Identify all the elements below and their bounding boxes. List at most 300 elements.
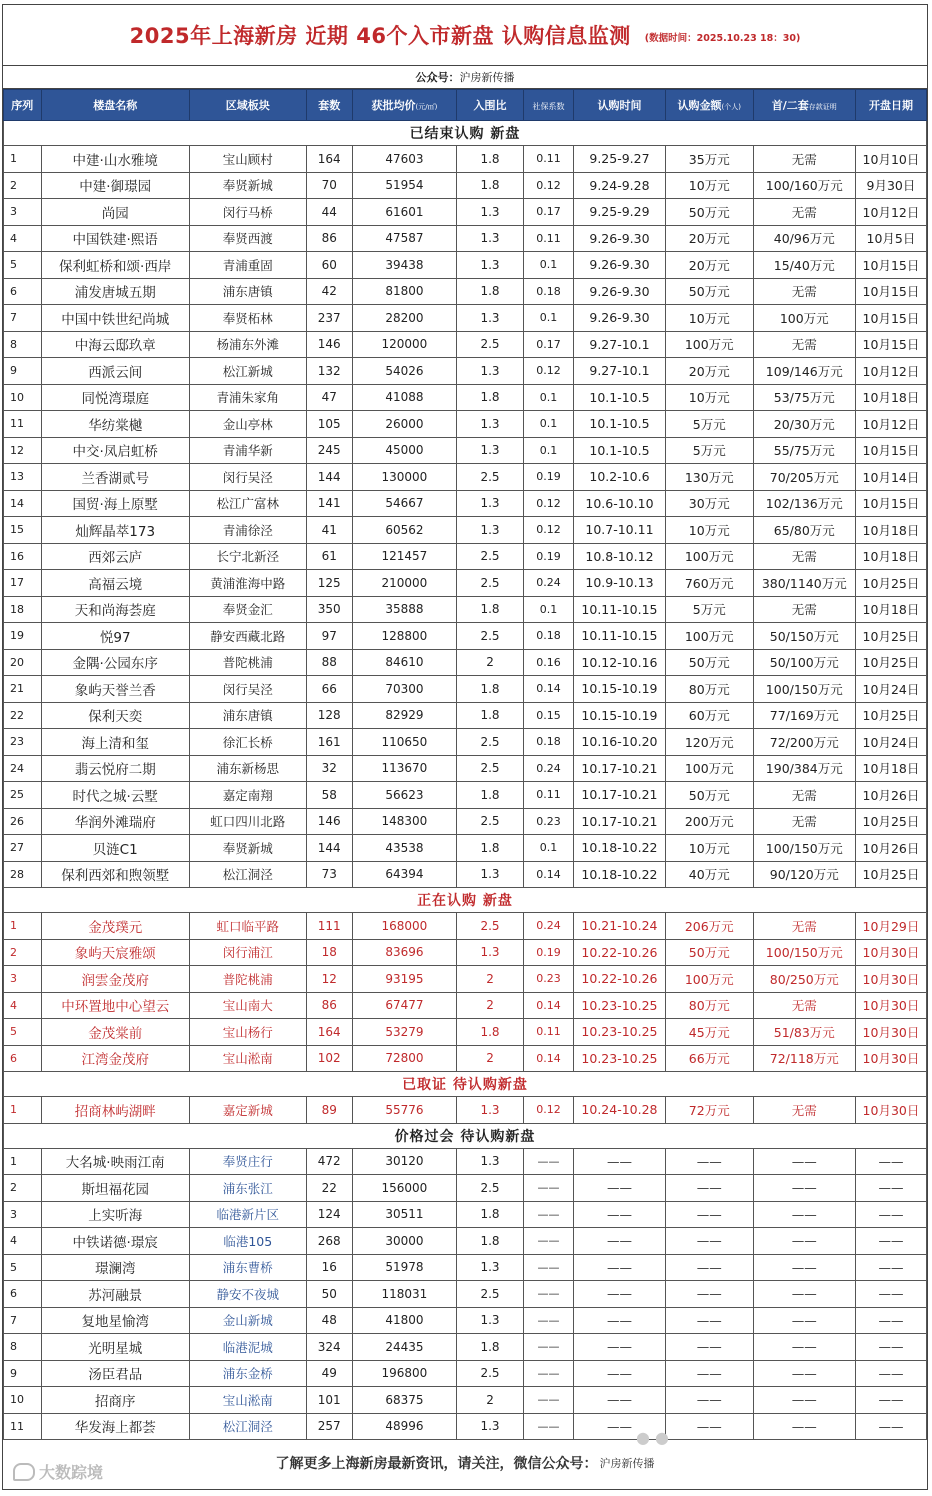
cell-seq: 19 <box>4 623 42 650</box>
cell-units: 161 <box>306 729 352 756</box>
cell-name: 华润外滩瑞府 <box>41 808 189 835</box>
cell-time: 10.2-10.6 <box>574 464 666 491</box>
cell-deposit: 无需 <box>753 596 855 623</box>
cell-price: 51978 <box>352 1254 456 1281</box>
cell-open: 10月30日 <box>855 992 926 1019</box>
table-row <box>4 992 927 1019</box>
cell-ratio: 1.3 <box>457 1254 524 1281</box>
cell-amount: 10万元 <box>665 172 753 199</box>
cell-units: 472 <box>306 1148 352 1175</box>
cell-units: 141 <box>306 490 352 517</box>
cell-time: 10.6-10.10 <box>574 490 666 517</box>
cell-ss: 0.12 <box>523 517 573 544</box>
cell-units: 125 <box>306 570 352 597</box>
decorative-dots: ● ● <box>635 1428 669 1447</box>
cell-seq: 17 <box>4 570 42 597</box>
cell-name: 中建·御璟园 <box>41 172 189 199</box>
cell-time: 10.22-10.26 <box>574 939 666 966</box>
cell-amount: —— <box>665 1148 753 1175</box>
cell-units: 237 <box>306 305 352 332</box>
cell-area: 普陀桃浦 <box>189 966 306 993</box>
cell-units: 41 <box>306 517 352 544</box>
table-row <box>4 1148 927 1175</box>
cell-amount: 10万元 <box>665 384 753 411</box>
col-header-amount <box>665 90 753 121</box>
cell-seq: 20 <box>4 649 42 676</box>
cell-ss: 0.11 <box>523 146 573 173</box>
cell-amount: 100万元 <box>665 623 753 650</box>
cell-ss: 0.23 <box>523 808 573 835</box>
table-row <box>4 1097 927 1124</box>
cell-ss: 0.15 <box>523 702 573 729</box>
table-row <box>4 596 927 623</box>
cell-ratio: 1.3 <box>457 305 524 332</box>
cell-open: —— <box>855 1175 926 1202</box>
cell-amount: 72万元 <box>665 1097 753 1124</box>
cell-price: 120000 <box>352 331 456 358</box>
cell-open: 10月15日 <box>855 252 926 279</box>
cell-price: 84610 <box>352 649 456 676</box>
cell-area: 宝山顾村 <box>189 146 306 173</box>
cell-deposit: 51/83万元 <box>753 1019 855 1046</box>
cell-ratio: 2 <box>457 1387 524 1414</box>
cell-units: 164 <box>306 1019 352 1046</box>
cell-time: 9.26-9.30 <box>574 305 666 332</box>
cell-price: 30120 <box>352 1148 456 1175</box>
cell-seq: 2 <box>4 1175 42 1202</box>
cell-deposit: 53/75万元 <box>753 384 855 411</box>
section-title: 价格过会 待认购新盘 <box>4 1123 927 1148</box>
cell-deposit: 无需 <box>753 331 855 358</box>
cell-ss: 0.17 <box>523 331 573 358</box>
cell-units: 12 <box>306 966 352 993</box>
table-row <box>4 172 927 199</box>
table-row <box>4 1201 927 1228</box>
cell-open: 10月26日 <box>855 782 926 809</box>
cell-open: —— <box>855 1307 926 1334</box>
table-row <box>4 835 927 862</box>
cell-area: 浦东唐镇 <box>189 702 306 729</box>
cell-open: 10月25日 <box>855 808 926 835</box>
speech-bubble-icon <box>13 1463 35 1481</box>
cell-open: 10月12日 <box>855 358 926 385</box>
cell-open: 10月15日 <box>855 437 926 464</box>
cell-ratio: 1.8 <box>457 1201 524 1228</box>
cell-units: 16 <box>306 1254 352 1281</box>
cell-ratio: 2.5 <box>457 1360 524 1387</box>
cell-amount: 40万元 <box>665 861 753 888</box>
cell-units: 132 <box>306 358 352 385</box>
cell-open: 10月18日 <box>855 384 926 411</box>
table-row <box>4 1254 927 1281</box>
cell-units: 18 <box>306 939 352 966</box>
cell-ss: 0.18 <box>523 729 573 756</box>
table-row <box>4 1175 927 1202</box>
cell-units: 144 <box>306 835 352 862</box>
cell-deposit: 无需 <box>753 808 855 835</box>
cell-time: —— <box>574 1281 666 1308</box>
cell-deposit: 无需 <box>753 782 855 809</box>
cell-time: —— <box>574 1334 666 1361</box>
cell-price: 83696 <box>352 939 456 966</box>
cell-ratio: 2.5 <box>457 331 524 358</box>
cell-ss: 0.12 <box>523 358 573 385</box>
footer <box>3 1437 927 1489</box>
cell-name: 浦发唐城五期 <box>41 278 189 305</box>
cell-time: 10.23-10.25 <box>574 1045 666 1072</box>
cell-name: 金隅·公园东序 <box>41 649 189 676</box>
cell-name: 兰香湖贰号 <box>41 464 189 491</box>
cell-amount: —— <box>665 1387 753 1414</box>
cell-open: 10月25日 <box>855 570 926 597</box>
footer-text: 了解更多上海新房最新资讯，请关注，微信公众号： <box>275 1456 598 1472</box>
cell-units: 350 <box>306 596 352 623</box>
cell-ratio: 1.3 <box>457 1413 524 1440</box>
cell-time: 10.7-10.11 <box>574 517 666 544</box>
cell-deposit: 77/169万元 <box>753 702 855 729</box>
cell-price: 68375 <box>352 1387 456 1414</box>
cell-units: 268 <box>306 1228 352 1255</box>
cell-deposit: 70/205万元 <box>753 464 855 491</box>
table-row <box>4 384 927 411</box>
cell-units: 42 <box>306 278 352 305</box>
cell-area: 青浦徐泾 <box>189 517 306 544</box>
cell-name: 复地星愉湾 <box>41 1307 189 1334</box>
cell-amount: —— <box>665 1413 753 1440</box>
cell-seq: 7 <box>4 1307 42 1334</box>
table-row <box>4 252 927 279</box>
col-header-area: 区域板块 <box>189 90 306 121</box>
cell-units: 61 <box>306 543 352 570</box>
cell-seq: 3 <box>4 966 42 993</box>
cell-open: 10月26日 <box>855 835 926 862</box>
cell-ss: 0.1 <box>523 305 573 332</box>
cell-units: 22 <box>306 1175 352 1202</box>
cell-ss: —— <box>523 1254 573 1281</box>
cell-deposit: —— <box>753 1334 855 1361</box>
cell-deposit: —— <box>753 1254 855 1281</box>
table-row <box>4 729 927 756</box>
cell-seq: 15 <box>4 517 42 544</box>
cell-units: 32 <box>306 755 352 782</box>
col-header-name: 楼盘名称 <box>41 90 189 121</box>
cell-area: 松江新城 <box>189 358 306 385</box>
cell-amount: 760万元 <box>665 570 753 597</box>
cell-area: 虹口四川北路 <box>189 808 306 835</box>
cell-price: 43538 <box>352 835 456 862</box>
cell-name: 象屿天誉兰香 <box>41 676 189 703</box>
cell-deposit: 50/150万元 <box>753 623 855 650</box>
cell-ratio: 1.3 <box>457 1307 524 1334</box>
cell-ratio: 1.3 <box>457 437 524 464</box>
cell-time: 10.16-10.20 <box>574 729 666 756</box>
cell-amount: 20万元 <box>665 358 753 385</box>
cell-seq: 7 <box>4 305 42 332</box>
cell-ss: —— <box>523 1413 573 1440</box>
cell-amount: —— <box>665 1175 753 1202</box>
cell-time: 9.26-9.30 <box>574 225 666 252</box>
cell-open: 10月30日 <box>855 1097 926 1124</box>
cell-name: 国贸·海上原墅 <box>41 490 189 517</box>
cell-area: 黄浦淮海中路 <box>189 570 306 597</box>
cell-time: 10.12-10.16 <box>574 649 666 676</box>
table-row <box>4 570 927 597</box>
cell-area: 闵行马桥 <box>189 199 306 226</box>
cell-units: 101 <box>306 1387 352 1414</box>
cell-ss: 0.14 <box>523 992 573 1019</box>
cell-deposit: —— <box>753 1360 855 1387</box>
table-body <box>4 121 927 1440</box>
cell-time: 10.18-10.22 <box>574 861 666 888</box>
cell-price: 81800 <box>352 278 456 305</box>
cell-ss: —— <box>523 1175 573 1202</box>
cell-price: 51954 <box>352 172 456 199</box>
cell-time: 10.1-10.5 <box>574 384 666 411</box>
cell-name: 汤臣君品 <box>41 1360 189 1387</box>
table-row <box>4 782 927 809</box>
cell-open: 10月30日 <box>855 1019 926 1046</box>
section-title: 已结束认购 新盘 <box>4 121 927 146</box>
cell-time: —— <box>574 1307 666 1334</box>
cell-time: —— <box>574 1387 666 1414</box>
cell-ss: 0.1 <box>523 384 573 411</box>
cell-amount: 10万元 <box>665 305 753 332</box>
cell-seq: 11 <box>4 1413 42 1440</box>
cell-name: 灿辉晶萃173 <box>41 517 189 544</box>
cell-time: —— <box>574 1228 666 1255</box>
cell-amount: 100万元 <box>665 331 753 358</box>
cell-time: 10.21-10.24 <box>574 913 666 940</box>
cell-area: 嘉定新城 <box>189 1097 306 1124</box>
section-header-certified <box>4 1072 927 1097</box>
table-row <box>4 411 927 438</box>
cell-units: 86 <box>306 992 352 1019</box>
cell-ratio: 1.8 <box>457 146 524 173</box>
cell-ratio: 1.8 <box>457 835 524 862</box>
table-row <box>4 861 927 888</box>
cell-price: 54667 <box>352 490 456 517</box>
cell-seq: 9 <box>4 358 42 385</box>
cell-ss: 0.14 <box>523 861 573 888</box>
cell-ss: 0.24 <box>523 570 573 597</box>
cell-deposit: —— <box>753 1201 855 1228</box>
cell-name: 上实听海 <box>41 1201 189 1228</box>
cell-ratio: 1.8 <box>457 676 524 703</box>
cell-deposit: 无需 <box>753 278 855 305</box>
cell-time: 10.22-10.26 <box>574 966 666 993</box>
cell-seq: 8 <box>4 1334 42 1361</box>
cell-price: 47603 <box>352 146 456 173</box>
cell-name: 中交·凤启虹桥 <box>41 437 189 464</box>
col-header-deposit-label: 首/二套 <box>771 99 809 112</box>
cell-area: 奉贤新城 <box>189 172 306 199</box>
cell-price: 60562 <box>352 517 456 544</box>
cell-units: 257 <box>306 1413 352 1440</box>
report-sheet <box>2 4 928 1490</box>
col-header-ss <box>523 90 573 121</box>
cell-price: 110650 <box>352 729 456 756</box>
cell-seq: 26 <box>4 808 42 835</box>
cell-name: 保利西郊和煦领墅 <box>41 861 189 888</box>
cell-ratio: 1.8 <box>457 596 524 623</box>
cell-name: 时代之城·云墅 <box>41 782 189 809</box>
col-header-units: 套数 <box>306 90 352 121</box>
cell-deposit: 无需 <box>753 146 855 173</box>
cell-units: 146 <box>306 808 352 835</box>
col-header-time: 认购时间 <box>574 90 666 121</box>
cell-open: 10月25日 <box>855 649 926 676</box>
cell-time: 10.15-10.19 <box>574 702 666 729</box>
cell-ratio: 1.8 <box>457 1228 524 1255</box>
cell-units: 324 <box>306 1334 352 1361</box>
cell-open: —— <box>855 1281 926 1308</box>
cell-area: 浦东张江 <box>189 1175 306 1202</box>
cell-time: 10.17-10.21 <box>574 755 666 782</box>
cell-deposit: 40/96万元 <box>753 225 855 252</box>
cell-ss: —— <box>523 1334 573 1361</box>
cell-time: 10.8-10.12 <box>574 543 666 570</box>
cell-ss: —— <box>523 1228 573 1255</box>
cell-name: 尚园 <box>41 199 189 226</box>
cell-units: 50 <box>306 1281 352 1308</box>
cell-price: 168000 <box>352 913 456 940</box>
cell-price: 54026 <box>352 358 456 385</box>
cell-units: 86 <box>306 225 352 252</box>
cell-name: 斯坦福花园 <box>41 1175 189 1202</box>
cell-ratio: 2.5 <box>457 570 524 597</box>
cell-ss: 0.11 <box>523 1019 573 1046</box>
cell-seq: 3 <box>4 199 42 226</box>
cell-area: 松江洞泾 <box>189 1413 306 1440</box>
cell-price: 156000 <box>352 1175 456 1202</box>
cell-name: 同悦湾璟庭 <box>41 384 189 411</box>
cell-amount: —— <box>665 1281 753 1308</box>
cell-open: —— <box>855 1254 926 1281</box>
cell-area: 嘉定南翔 <box>189 782 306 809</box>
cell-price: 67477 <box>352 992 456 1019</box>
footer-account: 沪房新传播 <box>599 1457 655 1470</box>
cell-price: 196800 <box>352 1360 456 1387</box>
cell-amount: —— <box>665 1254 753 1281</box>
cell-ratio: 2.5 <box>457 464 524 491</box>
cell-name: 中国中铁世纪尚城 <box>41 305 189 332</box>
cell-deposit: —— <box>753 1281 855 1308</box>
cell-ratio: 1.8 <box>457 1019 524 1046</box>
cell-deposit: 无需 <box>753 913 855 940</box>
table-row <box>4 1281 927 1308</box>
table-row <box>4 437 927 464</box>
cell-open: —— <box>855 1387 926 1414</box>
cell-seq: 9 <box>4 1360 42 1387</box>
cell-seq: 11 <box>4 411 42 438</box>
cell-deposit: 72/200万元 <box>753 729 855 756</box>
cell-price: 24435 <box>352 1334 456 1361</box>
cell-ss: 0.24 <box>523 755 573 782</box>
cell-amount: 20万元 <box>665 252 753 279</box>
cell-deposit: 100/150万元 <box>753 676 855 703</box>
cell-amount: 50万元 <box>665 199 753 226</box>
table-row <box>4 676 927 703</box>
cell-seq: 6 <box>4 278 42 305</box>
cell-ss: 0.1 <box>523 252 573 279</box>
cell-units: 102 <box>306 1045 352 1072</box>
cell-open: 10月15日 <box>855 490 926 517</box>
cell-price: 148300 <box>352 808 456 835</box>
col-header-deposit-unit: 存款证明 <box>808 103 837 111</box>
cell-name: 苏河融景 <box>41 1281 189 1308</box>
cell-area: 临港105 <box>189 1228 306 1255</box>
col-header-deposit <box>753 90 855 121</box>
cell-name: 璟澜湾 <box>41 1254 189 1281</box>
cell-area: 闵行吴泾 <box>189 676 306 703</box>
cell-open: 10月14日 <box>855 464 926 491</box>
cell-ratio: 1.8 <box>457 782 524 809</box>
cell-seq: 4 <box>4 225 42 252</box>
watermark-text: 大数踪境 <box>39 1463 104 1482</box>
cell-time: 10.23-10.25 <box>574 992 666 1019</box>
cell-seq: 22 <box>4 702 42 729</box>
cell-deposit: —— <box>753 1175 855 1202</box>
cell-name: 金茂璞元 <box>41 913 189 940</box>
cell-name: 悦97 <box>41 623 189 650</box>
cell-amount: 80万元 <box>665 676 753 703</box>
cell-name: 海上清和玺 <box>41 729 189 756</box>
cell-amount: 45万元 <box>665 1019 753 1046</box>
cell-units: 89 <box>306 1097 352 1124</box>
cell-time: —— <box>574 1413 666 1440</box>
cell-units: 111 <box>306 913 352 940</box>
cell-open: 10月18日 <box>855 517 926 544</box>
cell-ratio: 2.5 <box>457 623 524 650</box>
cell-name: 中海云邸玖章 <box>41 331 189 358</box>
table-row <box>4 755 927 782</box>
cell-time: 10.11-10.15 <box>574 623 666 650</box>
cell-amount: —— <box>665 1360 753 1387</box>
cell-open: 10月30日 <box>855 966 926 993</box>
cell-open: 10月18日 <box>855 596 926 623</box>
cell-amount: 100万元 <box>665 966 753 993</box>
cell-open: 10月30日 <box>855 939 926 966</box>
cell-open: 10月18日 <box>855 755 926 782</box>
cell-seq: 4 <box>4 992 42 1019</box>
cell-ratio: 2.5 <box>457 913 524 940</box>
cell-seq: 10 <box>4 1387 42 1414</box>
cell-area: 闵行浦江 <box>189 939 306 966</box>
cell-seq: 14 <box>4 490 42 517</box>
table-row <box>4 913 927 940</box>
cell-ratio: 2.5 <box>457 755 524 782</box>
cell-amount: —— <box>665 1228 753 1255</box>
cell-ss: 0.17 <box>523 199 573 226</box>
cell-deposit: 65/80万元 <box>753 517 855 544</box>
cell-deposit: —— <box>753 1307 855 1334</box>
col-header-ss-label: 社保系数 <box>532 101 565 111</box>
cell-seq: 12 <box>4 437 42 464</box>
col-header-amount-label: 认购金额 <box>677 99 722 112</box>
cell-name: 大名城·映雨江南 <box>41 1148 189 1175</box>
table-row <box>4 1334 927 1361</box>
cell-name: 保利天奕 <box>41 702 189 729</box>
cell-name: 翡云悦府二期 <box>41 755 189 782</box>
cell-deposit: 无需 <box>753 1097 855 1124</box>
col-header-price-unit: (元/㎡) <box>415 103 438 111</box>
table-row <box>4 543 927 570</box>
cell-open: 10月24日 <box>855 676 926 703</box>
cell-price: 113670 <box>352 755 456 782</box>
cell-ss: —— <box>523 1281 573 1308</box>
cell-ss: 0.11 <box>523 782 573 809</box>
cell-open: 10月10日 <box>855 146 926 173</box>
